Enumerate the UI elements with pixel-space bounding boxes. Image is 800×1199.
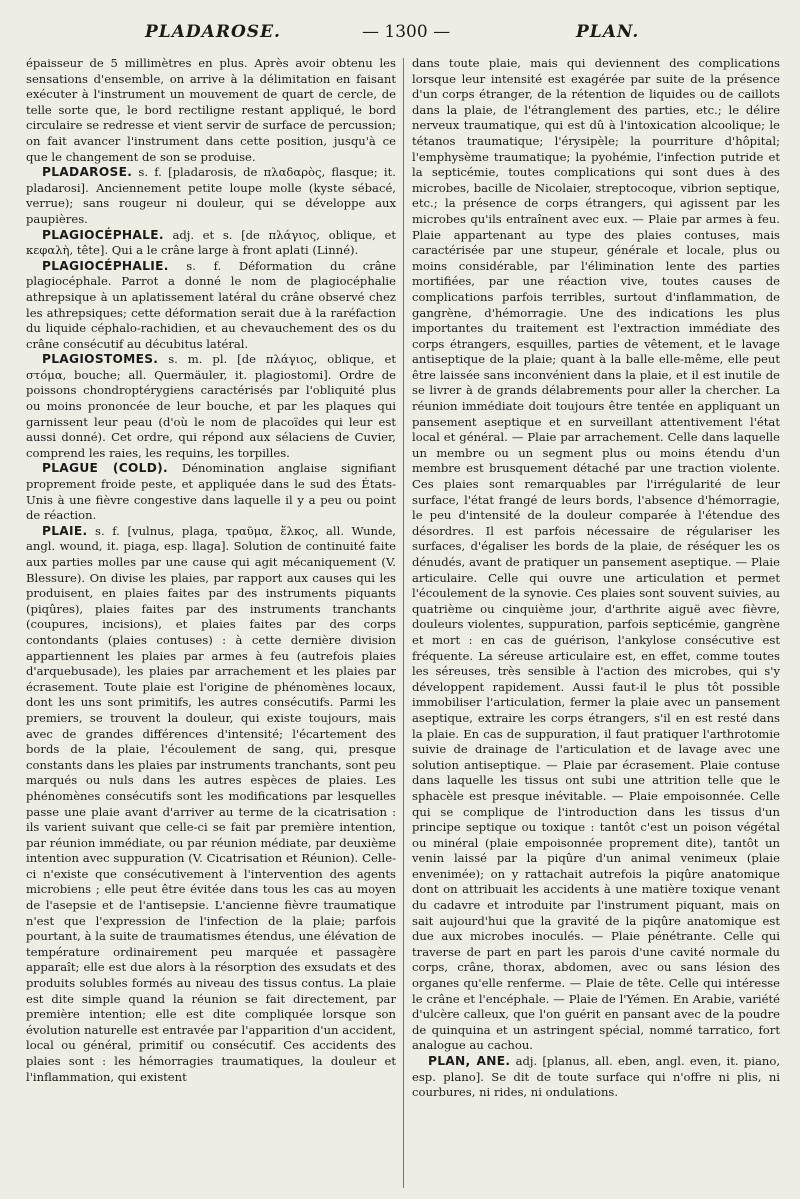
header-left-guide-word: PLADAROSE.: [145, 22, 281, 42]
page-number: — 1300 —: [362, 22, 451, 42]
entry-headword: PLAGIOSTOMES.: [42, 352, 159, 367]
entry-plagiocephalie: [26, 259, 396, 353]
entry-plan: [412, 1054, 780, 1101]
entry-headword: PLAGUE (COLD).: [42, 461, 168, 476]
entry-plagiocephale: [26, 228, 396, 259]
entry-pladarose: [26, 165, 396, 227]
header-right-guide-word: PLAN.: [576, 22, 640, 42]
entry-definition: s. f. [vulnus, plaga, τραῦμα, ἕλκος, all. Wunde, angl. wound, it. piaga, esp. llaga]. Solution de continuité faite aux parties molles par une cause qui agit mécaniquement (V. Blessure). On divise les plaies, par rapport aux causes qui les produisent, en plaies faites par des instruments piquants (piqûres), plaies faites par des instruments tranchants (coupures, incisions), et plaies faites par des corps contondants (plaies contuses) : à cette dernière division appartiennent les plaies par armes à feu (autrefois plaies d'arquebusade), les plaies par arrachement et les plaies par écrasement. Toute plaie est l'origine de phénomènes locaux, dont les uns sont primitifs, les autres consécutifs. Parmi les premiers, se trouvent la douleur, qui existe toujours, mais avec de grandes différences d'intensité; l'écartement des bords de la plaie, l'écoulement de sang, qui, presque constants dans les plaies par instruments tranchants, sont peu marqués ou nuls dans les autres espèces de plaies. Les phénomènes consécutifs sont les modifications par lesquelles passe une plaie avant d'arriver au terme de la cicatrisation : ils varient suivant que celle-ci se fait par première intention, par réunion immédiate, ou par réunion médiate, par deuxième intention avec suppuration (V. Cicatrisation et Réunion). Celle-ci n'existe que consécutivement à l'intervention des agents microbiens ; elle peut être évitée dans tous les cas au moyen de l'asepsie et de l'antisepsie. L'ancienne fièvre traumatique n'est que l'expression de l'infection de la plaie; parfois pourtant, à la suite de traumatismes étendus, une élévation de température ordinairement peu marquée et passagère apparaît; elle est due alors à la résorption des exsudats et des produits solubles formés au niveau des tissus contus. La plaie est dite simple quand la réunion se fait directement, par première intention; elle est dite compliquée lorsque son évolution naturelle est entravée par l'apparition d'un accident, local ou général, primitif ou consécutif. Ces accidents des plaies sont : les hémorragies traumatiques, la douleur et l'inflammation, qui existent: [26, 523, 396, 1084]
entry-plague-cold: [26, 461, 396, 523]
entry-headword: PLAN, ANE.: [428, 1054, 511, 1068]
entry-headword: PLADAROSE.: [42, 165, 133, 180]
right-continuation-text: dans toute plaie, mais qui deviennent des complications lorsque leur intensité est exagérée par suite de la présence d'un corps étranger, de la rétention de liquides ou de caillots dans la plaie, de l'étranglement des parties, etc.; le délire nerveux traumatique, qui est dû à l'intoxication alcoolique; le tétanos traumatique; l'érysipèle; la pourriture d'hôpital; l'emphysème traumatique; la pyohémie, l'infection putride et la septicémie, toutes complications qui sont dues à des microbes, bacille de Nicolaier, streptocoque, vibrion septique, etc.; la présence de corps étrangers, qui agissent par les microbes qu'ils entraînent avec eux. — Plaie par armes à feu. Plaie appartenant au type des plaies contuses, mais caractérisée par une stupeur, générale et locale, plus ou moins considérable, par l'élimination lente des parties mortifiées, par une réaction vive, toutes causes de complications parfois terribles, surtout d'inflammation, de gangrène, d'hémorragie. Une des indications les plus importantes du traitement est l'extraction immédiate des corps étrangers, esquilles, parties de vêtement, et le lavage antiseptique de la plaie; quant à la balle elle-même, elle peut être laissée sans inconvénient dans la plaie, et il est inutile de se livrer à de grands délabrements pour aller la chercher. La réunion immédiate doit toujours être tentée en appliquant un pansement aseptique et en surveillant attentivement l'état local et général. — Plaie par arrachement. Celle dans laquelle un membre ou un segment plus ou moins étendu d'un membre est brusquement détaché par une traction violente. Ces plaies sont remarquables par l'irrégularité de leur surface, l'état frangé de leurs bords, l'absence d'hémorragie, le peu d'intensité de la douleur comparée à l'étendue des désordres. Il est parfois nécessaire de régulariser les surfaces, d'égaliser les bords de la plaie, de réséquer les os dénudés, avant de pratiquer un pansement aseptique. — Plaie articulaire. Celle qui ouvre une articulation et permet l'écoulement de la synovie. Ces plaies sont souvent suivies, au quatrième ou cinquième jour, d'arthrite aiguë avec fièvre, douleurs violentes, suppuration, parfois septicémie, gangrène et mort : en cas de guérison, l'ankylose consécutive est fréquente. La séreuse articulaire est, en effet, comme toutes les séreuses, très sensible à l'action des microbes, qui s'y développent rapidement. Aussi faut-il le plus tôt possible immobiliser l'articulation, fermer la plaie avec un pansement aseptique, extraire les corps étrangers, s'il en est resté dans la plaie. En cas de suppuration, il faut pratiquer l'arthrotomie suivie de drainage de l'articulation et de lavage avec une solution antiseptique. — Plaie par écrasement. Plaie contuse dans laquelle les tissus ont subi une attrition telle que le sphacèle est presque inévitable. — Plaie empoisonnée. Celle qui se complique de l'introduction dans les tissus d'un principe septique ou toxique : tantôt c'est un poison végétal ou minéral (plaie empoisonnée proprement dite), tantôt un venin laissé par la piqûre d'un animal venimeux (plaie envenimée); on y rattachait autrefois la piqûre anatomique dont on attribuait les accidents à une matière toxique venant du cadavre et introduite par l'instrument piquant, mais on sait aujourd'hui que la gravité de la piqûre anatomique est due aux microbes inoculés. — Plaie pénétrante. Celle qui traverse de part en part les parois d'une cavité normale du corps, crâne, thorax, abdomen, avec ou sans lésion des organes qu'elle renferme. — Plaie de tête. Celle qui intéresse le crâne et l'encéphale. — Plaie de l'Yémen. En Arabie, variété d'ulcère calleux, que l'on guérit en pansant avec de la poudre de quinquina et un astringent spécial, nommé tarratico, fort analogue au cachou.: [412, 56, 780, 1053]
entry-definition: Dénomination anglaise signifiant proprement froide peste, et appliquée dans le sud des États-Unis à une fièvre congestive dans laquelle il y a peu ou point de réaction.: [26, 461, 396, 523]
left-continuation-text: épaisseur de 5 millimètres en plus. Après avoir obtenu les sensations d'ensemble, on arrive à la délimitation en faisant exécuter à l'instrument un mouvement de quart de cercle, de telle sorte que, le bord rectiligne restant appliqué, le bord circulaire se redresse et vient servir de surface de percussion; on fait avancer l'instrument dans cette position, jusqu'à ce que le changement de son se produise.: [26, 56, 396, 164]
column-divider: [403, 58, 404, 1188]
entry-headword: PLAIE.: [42, 523, 88, 538]
left-column: [26, 56, 396, 1188]
running-header: [0, 18, 800, 50]
entry-plagiostomes: [26, 352, 396, 461]
right-column: [412, 56, 780, 1188]
entry-headword: PLAGIOCÉPHALE.: [42, 227, 164, 242]
entry-definition: adj. et s. [de πλάγιος, oblique, et κεφαλὴ, tête]. Qui a le crâne large à front aplati (Linné).: [26, 227, 396, 258]
entry-plaie: [26, 524, 396, 1085]
entry-definition: s. f. Déformation du crâne plagiocéphale. Parrot a donné le nom de plagiocéphalie athrepsique à un aplatissement latéral du crâne observé chez les athrepsiques; cette déformation serait due à la raréfaction du liquide céphalo-rachidien, et au chevauchement des os du crâne consécutif au décubitus latéral.: [26, 258, 396, 351]
entry-definition: s. m. pl. [de πλάγιος, oblique, et στόμα, bouche; all. Quermäuler, it. plagiostomi]. Ordre de poissons chondroptérygiens caractérisés par l'obliquité plus ou moins prononcée de leur bouche, et par les plaques qui garnissent leur peau (d'où le nom de placoïdes qui leur est aussi donné). Cet ordre, qui répond aux sélaciens de Cuvier, comprend les raies, les requins, les torpilles.: [26, 352, 396, 460]
entry-headword: PLAGIOCÉPHALIE.: [42, 258, 169, 273]
entry-definition: adj. [planus, all. eben, angl. even, it. piano, esp. plano]. Se dit de toute surface qui n'offre ni plis, ni courbures, ni rides, ni ondulations.: [412, 1054, 780, 1100]
entry-definition: s. f. [pladarosis, de πλαδαρὸς, flasque; it. pladarosi]. Anciennement petite loupe molle (kyste sébacé, verrue); sans rougeur ni douleur, qui se développe aux paupières.: [26, 165, 396, 226]
